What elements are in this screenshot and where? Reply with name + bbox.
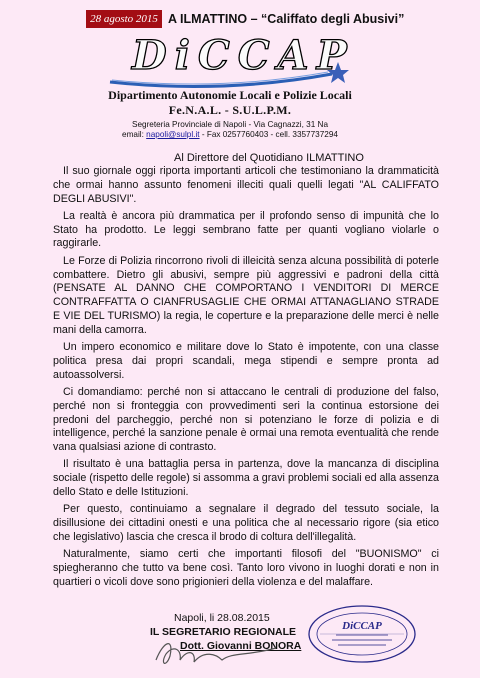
signer-name: Dott. Giovanni BONORA <box>180 640 302 652</box>
header-strip <box>0 0 480 34</box>
recipient: Al Direttore del Quotidiano ILMATTINO <box>174 152 364 164</box>
place-date: Napoli, li 28.08.2015 <box>174 612 270 624</box>
contact-suffix: - Fax 0257760403 - cell. 3357737294 <box>199 130 338 139</box>
stamp-text: DiCCAP <box>342 620 382 632</box>
department-name: Dipartimento Autonomie Locali e Polizie Locali <box>108 88 352 102</box>
contact-line <box>96 130 364 139</box>
paragraph: Per questo, continuiamo a segnalare il degrado del tessuto sociale, la disillusione dei cittadini onesti e una politica che al necessario rigore (sia etico che legislativo) lascia che cresca il brodo di coltura dell'illegalità. <box>53 503 439 543</box>
email-link[interactable]: napoli@sulpl.it <box>146 130 200 139</box>
paragraph: Naturalmente, siamo certi che importanti filosofi del "BUONISMO" ci spiegheranno che tutto va bene così. Tanto loro vivono in luoghi dorati e non in quartieri o vicoli dove sono prigionieri della violenza e del malaffare. <box>53 548 439 588</box>
paragraph: Un impero economico e militare dove lo Stato è impotente, con una classe politica presa dai propri scandali, mega stipendi e sempre pronta ad autoassolversi. <box>53 341 439 381</box>
paragraph: Le Forze di Polizia rincorrono rivoli di illeicità senza alcuna possibilità di poterle combattere. Dietro gli abusivi, sempre più aggressivi e padroni della città (PENSATE AL DANNO CHE COMPORTANO I VENDITORI DI MERCE CONTRAFFATTA O CIANFRUSAGLIE CHE ORMAI ATTANAGLIANO STRADE E VIE DEL TURISMO) la regia, le coperture e la preparazione delle merci è nelle mani della camorra. <box>53 254 439 336</box>
paragraph: La realtà è ancora più drammatica per il profondo senso di impunità che lo Stato ha prodotto. Le leggi sembrano fatte per quanti vogliano violarle o raggirarle. <box>53 209 439 250</box>
paragraph: Il suo giornale oggi riporta importanti articoli che testimoniano la drammaticità che ormai hanno assunto fenomeni illeciti quali quelli legati "AL CALIFFATO DEGLI ABUSIVI". <box>53 165 439 205</box>
paragraph: Il risultato è una battaglia persa in partenza, dove la mancanza di disciplina sociale (rispetto delle regole) si assomma a gravi problemi sociali ed alla assenza dello Stato e delle Istituzioni. <box>53 458 439 499</box>
paragraph: Ci domandiamo: perché non si attaccano le centrali di produzione del falso, perché non si fronteggia con provvedimenti seri la continua estorsione dei predoni del parcheggio, perché non si potenziano le forze di polizia e di intelligence, perché la sanzione penale è ormai una remota eventualità che rende vana qualsiasi azione di contrasto. <box>53 385 439 454</box>
official-stamp <box>306 603 418 665</box>
segreteria-address: Segreteria Provinciale di Napoli - Via Cagnazzi, 31 Na <box>132 120 328 129</box>
signer-role: IL SEGRETARIO REGIONALE <box>150 626 297 638</box>
letter-body <box>53 165 439 593</box>
diccap-logo <box>102 34 358 92</box>
header-title: A ILMATTINO – “Califfato degli Abusivi” <box>168 12 405 26</box>
logo-text: DiCCAP <box>132 32 355 79</box>
email-prefix: email: <box>122 130 147 139</box>
handwritten-signature <box>152 630 282 670</box>
federation-name: Fe.N.A.L. - S.U.L.P.M. <box>168 103 292 117</box>
date-badge: 28 agosto 2015 <box>86 10 162 28</box>
